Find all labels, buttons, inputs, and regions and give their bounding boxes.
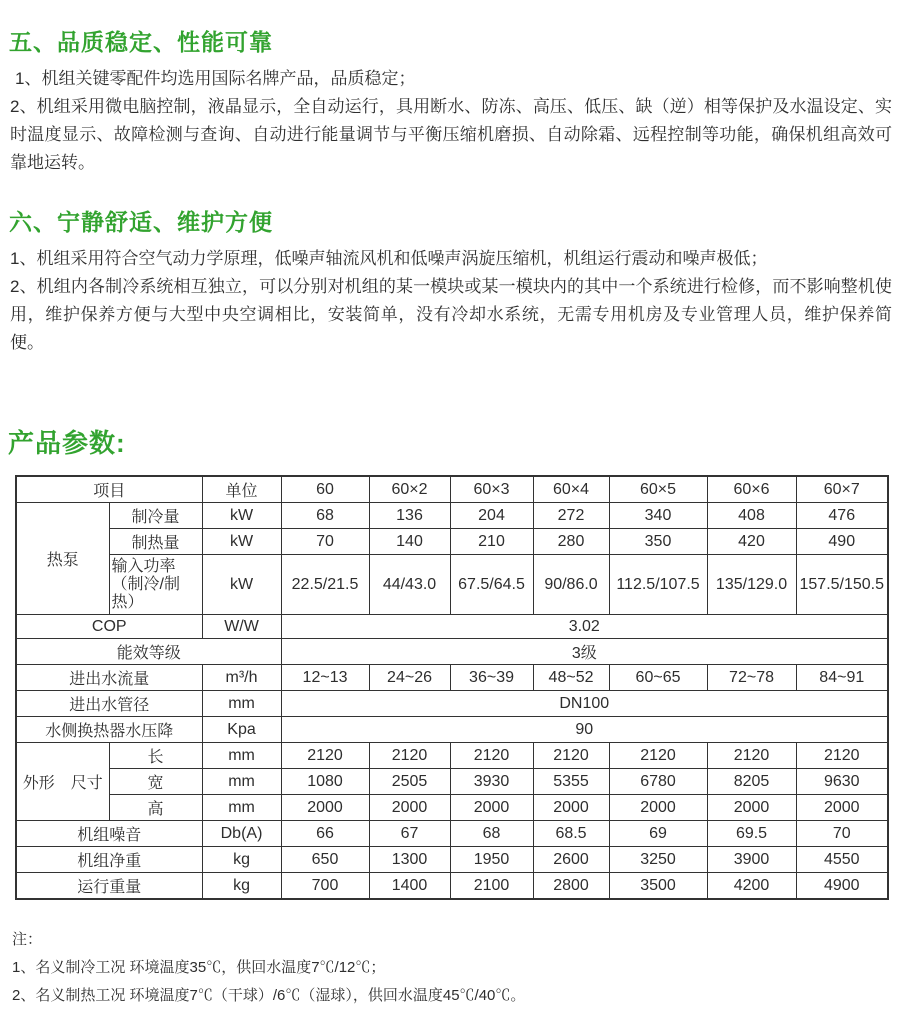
value-cell: 1950 <box>450 847 533 873</box>
value-cell: 272 <box>533 503 609 529</box>
value-cell: 3500 <box>609 873 707 900</box>
section-quality-paragraph-1: 1、机组关键零配件均选用国际名牌产品，品质稳定； <box>15 69 416 88</box>
section-quality-heading: 五、品质稳定、性能可靠 <box>9 29 273 55</box>
value-cell: 2120 <box>609 743 707 769</box>
row-label: 水侧换热器水压降 <box>16 717 202 743</box>
value-cell: 69 <box>609 821 707 847</box>
section-quality-paragraph-2: 2、机组采用微电脑控制，液晶显示，全自动运行，具用断水、防冻、高压、低压、缺（逆）相等保护及水温设定、实时温度显示、故障检测与查询、自动进行能量调节与平衡压缩机磨损、自动除霜、远程控制等功能，确保机组高效可靠地运转。 <box>10 97 892 172</box>
value-cell: 84~91 <box>796 665 888 691</box>
notes <box>12 926 900 1010</box>
value-cell: 3930 <box>450 769 533 795</box>
value-cell: 2120 <box>450 743 533 769</box>
value-cell: 280 <box>533 529 609 555</box>
value-cell: 700 <box>281 873 369 900</box>
unit-cell: Kpa <box>202 717 281 743</box>
value-cell: 204 <box>450 503 533 529</box>
row-label: 输入功率（制冷/制热） <box>109 555 202 615</box>
row-label: 机组净重 <box>16 847 202 873</box>
row-water-flow <box>16 665 888 691</box>
value-cell: 70 <box>281 529 369 555</box>
value-cell: 4900 <box>796 873 888 900</box>
value-cell: 2000 <box>609 795 707 821</box>
unit-cell: kW <box>202 503 281 529</box>
value-cell: 9630 <box>796 769 888 795</box>
row-width <box>16 769 888 795</box>
value-cell: 6780 <box>609 769 707 795</box>
row-label: 制热量 <box>109 529 202 555</box>
value-cell: 67.5/64.5 <box>450 555 533 615</box>
value-cell-merged: DN100 <box>281 691 888 717</box>
row-label: 宽 <box>109 769 202 795</box>
table-header-row <box>16 476 888 503</box>
value-cell: 2120 <box>533 743 609 769</box>
group-cell-heat-pump: 热泵 <box>16 503 109 615</box>
value-cell: 1080 <box>281 769 369 795</box>
value-cell: 1400 <box>369 873 450 900</box>
unit-cell: W/W <box>202 615 281 639</box>
value-cell: 70 <box>796 821 888 847</box>
value-cell: 48~52 <box>533 665 609 691</box>
row-heating-capacity <box>16 529 888 555</box>
header-unit: 单位 <box>202 476 281 503</box>
section-quality <box>0 24 900 177</box>
value-cell: 2000 <box>450 795 533 821</box>
header-model-60x4: 60×4 <box>533 476 609 503</box>
header-item: 项目 <box>16 476 202 503</box>
value-cell: 2120 <box>281 743 369 769</box>
value-cell: 112.5/107.5 <box>609 555 707 615</box>
row-label: 进出水管径 <box>16 691 202 717</box>
value-cell: 2000 <box>796 795 888 821</box>
row-cooling-capacity <box>16 503 888 529</box>
value-cell: 2120 <box>796 743 888 769</box>
group-cell-dimensions: 外形 尺寸 <box>16 743 109 821</box>
header-model-60x7: 60×7 <box>796 476 888 503</box>
note-1: 1、名义制冷工况 环境温度35℃，供回水温度7℃/12℃； <box>12 959 386 976</box>
value-cell: 420 <box>707 529 796 555</box>
note-2: 2、名义制热工况 环境温度7℃（干球）/6℃（湿球），供回水温度45℃/40℃。 <box>12 987 526 1004</box>
row-label: 能效等级 <box>16 639 281 665</box>
unit-cell: kW <box>202 529 281 555</box>
value-cell: 44/43.0 <box>369 555 450 615</box>
value-cell: 22.5/21.5 <box>281 555 369 615</box>
unit-cell: mm <box>202 795 281 821</box>
value-cell: 2120 <box>369 743 450 769</box>
unit-cell: m³/h <box>202 665 281 691</box>
row-height <box>16 795 888 821</box>
value-cell: 68 <box>450 821 533 847</box>
row-cop <box>16 615 888 639</box>
value-cell: 4550 <box>796 847 888 873</box>
unit-cell: Db(A) <box>202 821 281 847</box>
unit-cell: kg <box>202 847 281 873</box>
value-cell: 2120 <box>707 743 796 769</box>
row-label: 进出水流量 <box>16 665 202 691</box>
value-cell: 36~39 <box>450 665 533 691</box>
value-cell: 350 <box>609 529 707 555</box>
value-cell: 2100 <box>450 873 533 900</box>
value-cell: 69.5 <box>707 821 796 847</box>
unit-cell: mm <box>202 769 281 795</box>
value-cell: 2600 <box>533 847 609 873</box>
row-label: 运行重量 <box>16 873 202 900</box>
row-label: 长 <box>109 743 202 769</box>
value-cell: 476 <box>796 503 888 529</box>
unit-cell: mm <box>202 743 281 769</box>
value-cell: 135/129.0 <box>707 555 796 615</box>
value-cell: 140 <box>369 529 450 555</box>
value-cell: 66 <box>281 821 369 847</box>
value-cell: 650 <box>281 847 369 873</box>
value-cell: 490 <box>796 529 888 555</box>
header-model-60x2: 60×2 <box>369 476 450 503</box>
header-model-60: 60 <box>281 476 369 503</box>
value-cell: 12~13 <box>281 665 369 691</box>
unit-cell: mm <box>202 691 281 717</box>
row-label: 机组噪音 <box>16 821 202 847</box>
value-cell: 2000 <box>369 795 450 821</box>
value-cell: 2000 <box>281 795 369 821</box>
value-cell: 157.5/150.5 <box>796 555 888 615</box>
value-cell: 60~65 <box>609 665 707 691</box>
row-pressure-drop <box>16 717 888 743</box>
value-cell: 3250 <box>609 847 707 873</box>
row-label: COP <box>16 615 202 639</box>
section-quiet-paragraph-2: 2、机组内各制冷系统相互独立，可以分别对机组的某一模块或某一模块内的其中一个系统进行检修，而不影响整机使用，维护保养方便与大型中央空调相比，安装简单，没有冷却水系统，无需专用机房及专业管理人员，维护保养简便。 <box>10 277 892 352</box>
value-cell: 72~78 <box>707 665 796 691</box>
value-cell: 67 <box>369 821 450 847</box>
product-params-heading: 产品参数: <box>8 428 126 458</box>
value-cell: 3900 <box>707 847 796 873</box>
notes-title: 注： <box>12 931 43 948</box>
value-cell: 2000 <box>707 795 796 821</box>
row-energy-grade <box>16 639 888 665</box>
value-cell: 5355 <box>533 769 609 795</box>
value-cell: 210 <box>450 529 533 555</box>
value-cell-merged: 3.02 <box>281 615 888 639</box>
value-cell: 8205 <box>707 769 796 795</box>
row-label: 制冷量 <box>109 503 202 529</box>
value-cell: 90/86.0 <box>533 555 609 615</box>
unit-cell: kW <box>202 555 281 615</box>
value-cell: 2000 <box>533 795 609 821</box>
unit-cell: kg <box>202 873 281 900</box>
value-cell: 2800 <box>533 873 609 900</box>
section-quiet-paragraph-1: 1、机组采用符合空气动力学原理，低噪声轴流风机和低噪声涡旋压缩机，机组运行震动和噪声极低； <box>10 249 768 268</box>
header-model-60x5: 60×5 <box>609 476 707 503</box>
product-params-table <box>15 475 889 900</box>
row-running-weight <box>16 873 888 900</box>
section-quiet <box>0 204 900 357</box>
row-pipe-diameter <box>16 691 888 717</box>
row-noise <box>16 821 888 847</box>
value-cell-merged: 90 <box>281 717 888 743</box>
value-cell: 136 <box>369 503 450 529</box>
value-cell: 68 <box>281 503 369 529</box>
value-cell: 2505 <box>369 769 450 795</box>
value-cell: 68.5 <box>533 821 609 847</box>
value-cell: 4200 <box>707 873 796 900</box>
row-input-power <box>16 555 888 615</box>
row-length <box>16 743 888 769</box>
value-cell: 24~26 <box>369 665 450 691</box>
value-cell-merged: 3级 <box>281 639 888 665</box>
value-cell: 1300 <box>369 847 450 873</box>
row-label: 高 <box>109 795 202 821</box>
section-quiet-heading: 六、宁静舒适、维护方便 <box>9 209 273 235</box>
header-model-60x6: 60×6 <box>707 476 796 503</box>
value-cell: 408 <box>707 503 796 529</box>
header-model-60x3: 60×3 <box>450 476 533 503</box>
value-cell: 340 <box>609 503 707 529</box>
row-net-weight <box>16 847 888 873</box>
